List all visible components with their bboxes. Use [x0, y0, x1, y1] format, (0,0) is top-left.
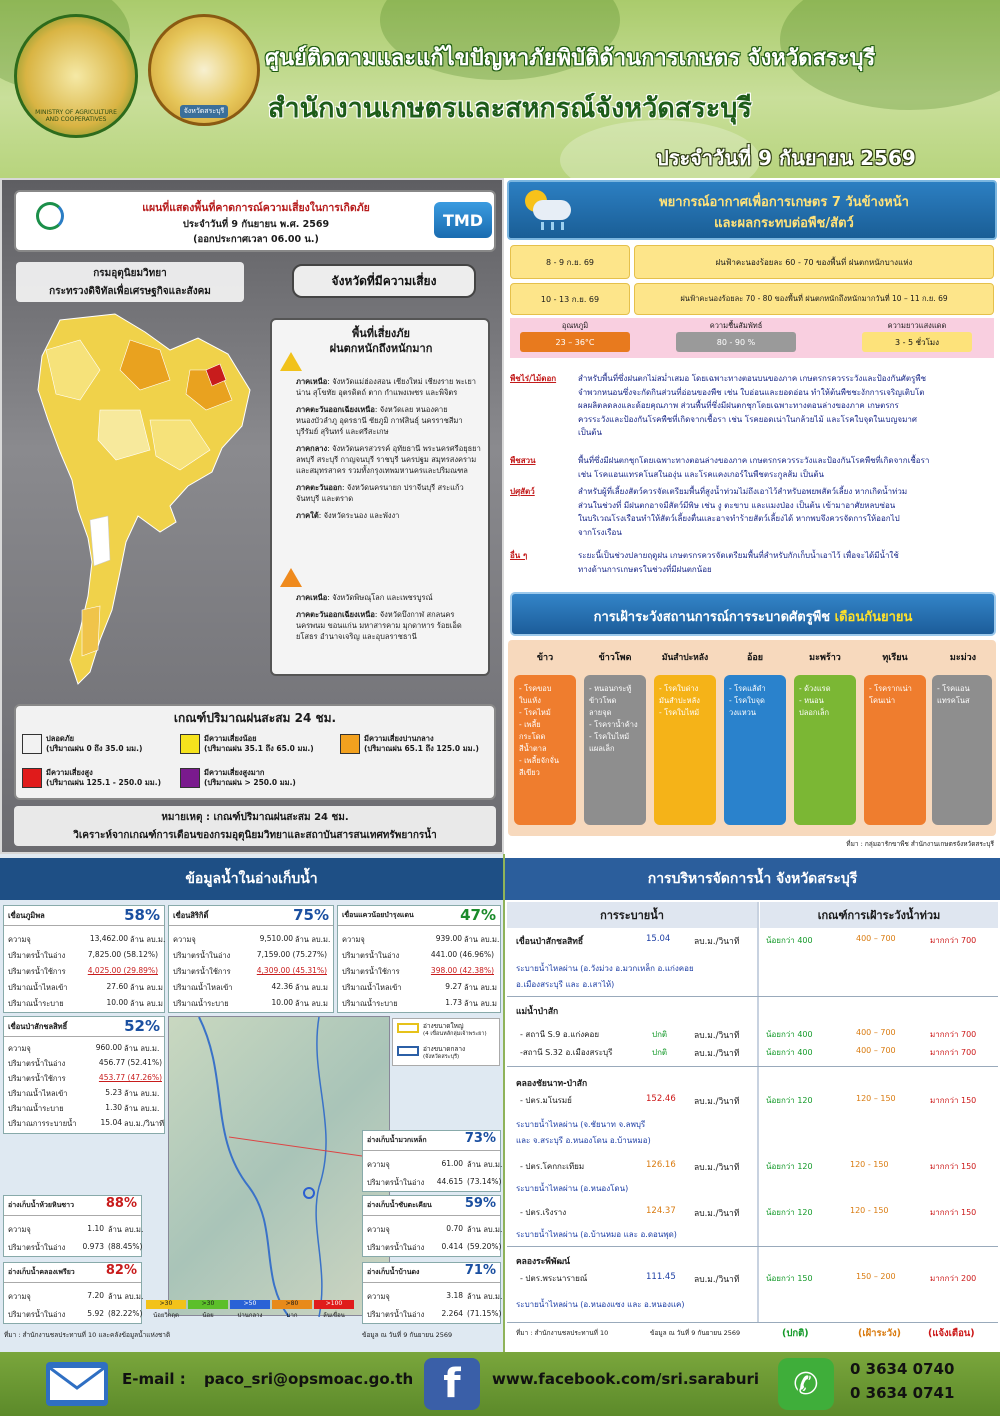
- pest-crop-cassava: มันสำปะหลัง: [661, 653, 709, 663]
- weather-cloud-icon: [523, 188, 575, 232]
- mgmt-pasak-unit: ลบ.ม./วินาที: [694, 937, 740, 947]
- legend-very-high: มีความเสี่ยงสูงมาก (ปริมาณฝน > 250.0 มม.): [204, 768, 296, 787]
- mgmt-pasak-note-1: ระบายน้ำไหลผ่าน (อ.วังม่วง อ.มวกเหล็ก อ.แก่งคอย: [516, 964, 694, 973]
- dam-name-khwae-noi: เขื่อนแควน้อยบำรุงแดน: [338, 906, 500, 926]
- impact-horticulture-text: พื้นที่ซึ่งมีฝนตกชุกโดยเฉพาะทางตอนล่างของภาค เกษตรกรควรระวังและป้องกันโรคพืชที่เกิดจากเชื้อรา เช่น โรคแอนแทรคโนสในองุ่น และโรคแคงเกอร์ในพืชตระกูลส้ม เป็นต้น: [578, 456, 930, 479]
- reservoir-pct-muak-lek: 73%: [464, 1131, 496, 1146]
- orange-risk-north: ภาคเหนือ: จังหวัดพิษณุโลก และเพชรบูรณ์: [296, 593, 433, 602]
- email-label: E-mail :: [122, 1370, 186, 1388]
- mgmt-canal1-name: คลองชัยนาท-ป่าสัก: [516, 1079, 588, 1089]
- mgmt-title: การบริหารจัดการน้ำ จังหวัดสระบุรี: [505, 858, 1000, 900]
- header-date: ประจำวันที่ 9 กันยายน 2569: [656, 146, 916, 170]
- mgmt-source: ที่มา : สำนักงานชลประทานที่ 10: [516, 1329, 609, 1337]
- scale-chip-4: >80: [272, 1300, 312, 1309]
- phone-icon: ✆: [778, 1358, 834, 1410]
- risk-map-title: แผนที่แสดงพื้นที่คาดการณ์ความเสี่ยงในการเกิดภัย: [142, 202, 370, 214]
- pest-header: [510, 592, 996, 636]
- mgmt-canal1-station-1: - ปตร.มโนรมย์: [520, 1096, 572, 1105]
- temp-value: 23 – 36°C: [520, 332, 630, 352]
- legend-low: มีความเสี่ยงน้อย (ปริมาณฝน 35.1 ถึง 65.0 มม.): [204, 734, 314, 753]
- mgmt-canal1-watch-3: 120 - 150: [850, 1206, 889, 1215]
- province-risk-label: จังหวัดที่มีความเสี่ยง: [292, 264, 476, 298]
- reservoir-card-khlong-phriao: อ่างเก็บน้ำคลองเพรียว 82% ความจุ 7.20 ล้าน ลบ.ม. ปริมาตรน้ำในอ่าง 5.92 (82.22%): [3, 1262, 142, 1324]
- reservoir-card-muak-lek: อ่างเก็บน้ำมวกเหล็ก 73% ความจุ 61.00 ล้าน ลบ.ม. ปริมาตรน้ำในอ่าง 44.615 (73.14%): [362, 1130, 501, 1192]
- risk-map-title-card: [14, 190, 496, 252]
- dmc-logo: [22, 198, 78, 246]
- pest-crop-durian: ทุเรียน: [882, 653, 908, 663]
- impact-key-fieldcrops: พืชไร่/ไม้ดอก: [510, 374, 557, 383]
- dam-card-sirikit: เขื่อนสิริกิติ์ 75% ความจุ 9,510.00 ล้าน ลบ.ม. ปริมาตรน้ำในอ่าง 7,159.00 (75.27%) ปริมาตรน้ำใช้การ 4,309.00 (45.31%) ปริมาณน้ำไหลเข้า 42.36 ล้าน ลบ.ม ปริมาณน้ำระบาย 10.00 ล้าน ลบ.ม: [168, 905, 334, 1013]
- mgmt-river-unit-2: ลบ.ม./วินาที: [694, 1049, 740, 1059]
- forecast-title-2: และผลกระทบต่อพืช/สัตว์: [714, 216, 854, 231]
- mgmt-canal1-station-3: - ปตร.เริงราง: [520, 1208, 567, 1217]
- scale-chip-3: >50: [230, 1300, 270, 1309]
- mgmt-canal1-value-3: 124.37: [646, 1206, 676, 1216]
- mgmt-divider: [757, 902, 759, 1322]
- dam-pct-sirikit: 75%: [293, 906, 329, 924]
- impact-livestock-text: สำหรับผู้ที่เลี้ยงสัตว์ควรจัดเตรียมพื้นที่สูงน้ำท่วมไม่ถึงเอาไว้สำหรับอพยพสัตว์เลี้ยง หากเกิดน้ำท่วม ส่วนในช่วงที่ มีฝนตกอาจมีสัตว์มีพิษ เช่น งู ตะขาบ และแมงป่อง เป็นต้น เข้ามาอาศัยหลบซ่อน ในบริเวณโรงเรือนทำให้สัตว์เลี้ยงตื่นและอาจทำร้ายสัตว์เลี้ยงได้ หากพบจึงควรจัดการให้ออกไป จากโรงเรือน: [578, 487, 908, 537]
- mgmt-pasak-alert: มากกว่า 700: [930, 936, 977, 945]
- mgmt-sep-1: [507, 996, 998, 997]
- email-icon: [46, 1362, 108, 1406]
- dam-card-pasak: เขื่อนป่าสักชลสิทธิ์ 52% ความจุ 960.00 ล้าน ลบ.ม. ปริมาตรน้ำในอ่าง 456.77 (52.41%) ปริมาตรน้ำใช้การ 453.77 (47.26%) ปริมาณน้ำไหลเข้า 5.23 ล้าน ลบ.ม. ปริมาณน้ำระบาย 1.30 ล้าน ลบ.ม. ปริมาณการระบายน้ำ 15.04 ลบ.ม./วินาที: [3, 1016, 165, 1134]
- mgmt-canal1-alert-2: มากกว่า 150: [930, 1162, 977, 1171]
- scale-chip-1: >30: [146, 1300, 186, 1309]
- dam-pct-khwae-noi: 47%: [460, 906, 496, 924]
- risk-area-title-1: พื้นที่เสี่ยงภัย: [351, 327, 410, 340]
- risk-area-card: [270, 318, 490, 676]
- risk-area-title-2: ฝนตกหนักถึงหนักมาก: [329, 342, 433, 355]
- orange-risk-list: [296, 592, 484, 648]
- mgmt-canal1-watch-1: 120 – 150: [856, 1094, 896, 1103]
- mgmt-river-unit-1: ลบ.ม./วินาที: [694, 1031, 740, 1041]
- mgmt-col-criteria: เกณฑ์การเฝ้าระวังน้ำท่วม: [760, 902, 998, 928]
- mgmt-canal1-normal-3: น้อยกว่า 120: [766, 1208, 813, 1217]
- mgmt-sep-2: [507, 1066, 998, 1067]
- reservoir-name-huai-hin-sao: อ่างเก็บน้ำห้วยหินซาว: [4, 1196, 141, 1216]
- mgmt-legend-watch: (เฝ้าระวัง): [858, 1328, 902, 1339]
- thailand-map-shape: [20, 310, 260, 688]
- mgmt-river-station-2: -สถานี S.32 อ.เมืองสระบุรี: [520, 1048, 613, 1057]
- facebook-link[interactable]: www.facebook.com/sri.saraburi: [492, 1370, 760, 1388]
- yellow-risk-south: ภาคใต้: จังหวัดระนอง และพังงา: [296, 511, 400, 520]
- humidity-value: 80 - 90 %: [676, 332, 796, 352]
- reservoir-pct-huai-hin-sao: 88%: [105, 1196, 137, 1211]
- large-dam-sub: (4 เขื่อนหลักลุ่มเจ้าพระยา): [423, 1031, 487, 1037]
- yellow-risk-north: ภาคเหนือ: จังหวัดแม่ฮ่องสอน เชียงใหม่ เชียงราย พะเยา น่าน สุโขทัย อุตรดิตถ์ ตาก กำแพงเพชร และพิจิตร: [296, 377, 476, 397]
- medium-dam-sub: (จังหวัดสระบุรี): [423, 1054, 460, 1060]
- email-link[interactable]: paco_sri@opsmoac.go.th: [204, 1370, 414, 1388]
- mgmt-canal1-note-3: ระบายน้ำไหลผ่าน (อ.บ้านหมอ และ อ.ดอนพุด): [516, 1230, 677, 1239]
- dam-pct-bhumibol: 58%: [124, 906, 160, 924]
- mgmt-river-alert-2: มากกว่า 700: [930, 1048, 977, 1057]
- mgmt-pasak-name: เขื่อนป่าสักชลสิทธิ์: [516, 937, 584, 947]
- forecast-header: [507, 180, 997, 240]
- dam-card-bhumibol: เขื่อนภูมิพล 58% ความจุ 13,462.00 ล้าน ลบ.ม. ปริมาตรน้ำในอ่าง 7,825.00 (58.12%) ปริมาตรน้ำใช้การ 4,025.00 (29.89%) ปริมาณน้ำไหลเข้า 27.60 ล้าน ลบ.ม ปริมาณน้ำระบาย 10.00 ล้าน ลบ.ม: [3, 905, 165, 1013]
- pest-source: ที่มา : กลุ่มอารักขาพืช สำนักงานเกษตรจังหวัดสระบุรี: [846, 840, 994, 848]
- mgmt-river-normal-1: น้อยกว่า 400: [766, 1030, 813, 1039]
- mgmt-canal1-station-2: - ปตร.โคกกะเทียม: [520, 1162, 585, 1171]
- mgmt-canal1-unit-2: ลบ.ม./วินาที: [694, 1163, 740, 1173]
- legend-title: เกณฑ์ปริมาณฝนสะสม 24 ชม.: [173, 711, 337, 725]
- sunlight-label: ความยาวแสงแดด: [887, 321, 947, 330]
- risk-map-date: ประจำวันที่ 9 กันยายน พ.ศ. 2569: [182, 219, 330, 230]
- water-map-rivers: [169, 1017, 391, 1317]
- header-title-1: ศูนย์ติดตามและแก้ไขปัญหาภัยพิบัติด้านการเกษตร จังหวัดสระบุรี: [265, 46, 876, 71]
- mgmt-legend-normal: (ปกติ): [782, 1328, 809, 1339]
- mgmt-canal1-value-1: 152.46: [646, 1094, 676, 1104]
- mgmt-canal1-unit-1: ลบ.ม./วินาที: [694, 1097, 740, 1107]
- reservoir-card-ban-dong: อ่างเก็บน้ำบ้านดง 71% ความจุ 3.18 ล้าน ลบ.ม. ปริมาตรน้ำในอ่าง 2.264 (71.15%): [362, 1262, 501, 1324]
- mgmt-canal1-note-2: ระบายน้ำไหลผ่าน (อ.หนองโดน): [516, 1184, 629, 1193]
- mgmt-canal1-normal-2: น้อยกว่า 120: [766, 1162, 813, 1171]
- scale-chip-5: >100: [314, 1300, 354, 1309]
- reservoir-card-huai-hin-sao: อ่างเก็บน้ำห้วยหินซาว 88% ความจุ 1.10 ล้าน ลบ.ม. ปริมาตรน้ำในอ่าง 0.973 (88.45%): [3, 1195, 142, 1257]
- mgmt-canal1-watch-2: 120 - 150: [850, 1160, 889, 1169]
- mgmt-pasak-value: 15.04: [646, 934, 671, 944]
- agency-name-2: กระทรวงดิจิทัลเพื่อเศรษฐกิจและสังคม: [49, 286, 211, 297]
- mgmt-canal2-note-1: ระบายน้ำไหลผ่าน (อ.หนองแซง และ อ.หนองแค): [516, 1300, 685, 1309]
- ministry-seal-logo: MINISTRY OF AGRICULTURE AND COOPERATIVES: [14, 14, 138, 138]
- mgmt-river-alert-1: มากกว่า 700: [930, 1030, 977, 1039]
- mgmt-pasak-normal: น้อยกว่า 400: [766, 936, 813, 945]
- pest-crop-corn: ข้าวโพด: [598, 653, 632, 663]
- mgmt-canal1-normal-1: น้อยกว่า 120: [766, 1096, 813, 1105]
- legend-high: มีความเสี่ยงสูง (ปริมาณฝน 125.1 - 250.0 มม.): [46, 768, 162, 787]
- reservoir-name-ban-dong: อ่างเก็บน้ำบ้านดง: [363, 1263, 500, 1283]
- reservoir-card-sap-takhian: อ่างเก็บน้ำซับตะเคียน 59% ความจุ 0.70 ล้าน ลบ.ม. ปริมาตรน้ำในอ่าง 0.414 (59.20%): [362, 1195, 501, 1257]
- forecast-text-1: ฝนฟ้าคะนองร้อยละ 60 - 70 ของพื้นที่ ฝนตกหนักบางแห่ง: [634, 245, 994, 279]
- pest-list-cassava: - โรคใบด่าง มันสำปะหลัง - โรคใบไหม้: [654, 675, 716, 825]
- large-dam-label: อ่างขนาดใหญ่: [423, 1022, 464, 1030]
- pest-list-coconut: - ด้วงแรด - หนอน ปลอกเล็ก: [794, 675, 856, 825]
- legend-swatch-safe: [22, 734, 42, 754]
- forecast-date-2: 10 - 13 ก.ย. 69: [510, 283, 630, 315]
- medium-dam-label: อ่างขนาดกลาง: [423, 1045, 466, 1053]
- yellow-warning-icon: [280, 352, 302, 371]
- mgmt-river-value-1: ปกติ: [652, 1030, 668, 1039]
- scale-chip-2: >30: [188, 1300, 228, 1309]
- mgmt-canal2-value-1: 111.45: [646, 1272, 676, 1282]
- mgmt-canal2-normal-1: น้อยกว่า 150: [766, 1274, 813, 1283]
- pest-title-line: [512, 606, 994, 627]
- water-title: ข้อมูลน้ำในอ่างเก็บน้ำ: [0, 858, 503, 900]
- reservoir-name-muak-lek: อ่างเก็บน้ำมวกเหล็ก: [363, 1131, 500, 1151]
- pest-crop-mango: มะม่วง: [949, 653, 977, 663]
- reservoir-pct-ban-dong: 71%: [464, 1263, 496, 1278]
- pest-month: เดือนกันยายน: [834, 610, 913, 625]
- dam-name-bhumibol: เขื่อนภูมิพล: [4, 906, 164, 926]
- impact-key-other: อื่น ๆ: [510, 551, 528, 560]
- pest-crop-sugarcane: อ้อย: [746, 653, 764, 663]
- mgmt-canal1-note-1a: ระบายน้ำไหลผ่าน (จ.ชัยนาท จ.ลพบุรี: [516, 1120, 646, 1129]
- mgmt-canal1-note-1b: และ จ.สระบุรี อ.หนองโดน อ.บ้านหมอ): [516, 1136, 651, 1145]
- water-asof: ข้อมูล ณ วันที่ 9 กันยายน 2569: [362, 1331, 453, 1339]
- header-title-2: สำนักงานเกษตรและสหกรณ์จังหวัดสระบุรี: [268, 93, 752, 124]
- pest-list-mango: - โรคแอน แทรคโนส: [932, 675, 992, 825]
- reservoir-name-khlong-phriao: อ่างเก็บน้ำคลองเพรียว: [4, 1263, 141, 1283]
- legend-medium: มีความเสี่ยงปานกลาง (ปริมาณฝน 65.1 ถึง 125.0 มม.): [364, 734, 479, 753]
- water-map-legend: [392, 1018, 500, 1066]
- impact-key-livestock: ปศุสัตว์: [510, 487, 535, 496]
- water-map: [168, 1016, 390, 1316]
- phone-2[interactable]: 0 3634 0741: [850, 1384, 955, 1402]
- mgmt-canal2-alert-1: มากกว่า 200: [930, 1274, 977, 1283]
- yellow-risk-northeast: ภาคตะวันออกเฉียงเหนือ: จังหวัดเลย หนองคาย หนองบัวลำภู อุดรธานี ชัยภูมิ กาฬสินธุ์ นครราชสีมา บุรีรัมย์ สุรินทร์ และศรีสะเกษ: [296, 405, 463, 436]
- mgmt-canal1-alert-3: มากกว่า 150: [930, 1208, 977, 1217]
- forecast-date-1: 8 - 9 ก.ย. 69: [510, 245, 630, 279]
- impact-key-horticulture: พืชสวน: [510, 456, 536, 465]
- dam-name-sirikit: เขื่อนสิริกิติ์: [169, 906, 333, 926]
- pest-list-rice: - โรคขอบ ใบแห้ง - โรคไหม้ - เพลี้ย กระโดด สีน้ำตาล - เพลี้ยจักจั่น สีเขียว: [514, 675, 576, 825]
- mgmt-canal1-unit-3: ลบ.ม./วินาที: [694, 1209, 740, 1219]
- yellow-risk-central: ภาคกลาง: จังหวัดนครสวรรค์ อุทัยธานี พระนครศรีอยุธยา ลพบุรี สระบุรี กาญจนบุรี ราชบุรี นครปฐม สมุทรสงคราม และสมุทรสาคร รวมทั้งกรุงเทพมหานครและปริมณฑล: [296, 444, 481, 475]
- temp-label: อุณหภูมิ: [561, 321, 589, 330]
- mgmt-canal2-name: คลองระพีพัฒน์: [516, 1257, 570, 1267]
- impact-other-text: ระยะนี้เป็นช่วงปลายฤดูฝน เกษตรกรควรจัดเตรียมพื้นที่สำหรับกักเก็บน้ำเอาไว้ เพื่อจะได้มีน้ำใช้ ทางด้านการเกษตรในช่วงที่มีฝนตกน้อย: [578, 551, 899, 574]
- facebook-icon: f: [424, 1358, 480, 1410]
- agency-label: [16, 262, 244, 302]
- agency-name-1: กรมอุตุนิยมวิทยา: [93, 268, 167, 279]
- risk-map-issued: (ออกประกาศเวลา 06.00 น.): [193, 234, 319, 245]
- impact-fieldcrops-text: สำหรับพื้นที่ซึ่งฝนตกไม่สม่ำเสมอ โดยเฉพาะทางตอนบนของภาค เกษตรกรควรระวังและป้องกันศัตรูพืช จำพวกหนอนซึ่งจะกัดกินส่วนที่อ่อนของพืช เช่น ใบอ่อนและยอดอ่อน ทำให้ต้นพืชชะงักการเจริญเติบโต ผลผลิตลดลงและด้อยคุณภาพ ส่วนพื้นที่ซึ่งมีฝนตกชุกโดยเฉพาะทางตอนล่างของภาค เกษตรกร ควรระวังและป้องกันโรคพืชที่เกิดจากเชื้อรา เช่น โรคยอดเน่าในกล้วยไม้ และโรคใบจุดในเบญจมาศ เป็นต้น: [578, 374, 927, 437]
- mgmt-river-name: แม่น้ำป่าสัก: [516, 1007, 559, 1017]
- pest-list-corn: - หนอนกระทู้ ข้าวโพด ลายจุด - โรคราน้ำค้าง - โรคใบไหม้ แผลเล็ก: [584, 675, 646, 825]
- reservoir-pct-sap-takhian: 59%: [464, 1196, 496, 1211]
- legend-swatch-medium: [340, 734, 360, 754]
- pest-title: การเฝ้าระวังสถานการณ์การระบาดศัตรูพืช: [593, 610, 831, 625]
- yellow-risk-list: [296, 376, 484, 527]
- mgmt-col-discharge: การระบายน้ำ: [507, 902, 757, 928]
- dam-card-khwae-noi: เขื่อนแควน้อยบำรุงแดน 47% ความจุ 939.00 ล้าน ลบ.ม. ปริมาตรน้ำในอ่าง 441.00 (46.96%) ปริมาตรน้ำใช้การ 398.00 (42.38%) ปริมาณน้ำไหลเข้า 9.27 ล้าน ลบ.ม ปริมาณน้ำระบาย 1.73 ล้าน ลบ.ม: [337, 905, 501, 1013]
- yellow-risk-east: ภาคตะวันออก: จังหวัดนครนายก ปราจีนบุรี สระแก้ว จันทบุรี และตราด: [296, 483, 464, 503]
- sunlight-value: 3 - 5 ชั่วโมง: [862, 332, 972, 352]
- pest-list-sugarcane: - โรคแส้ดำ - โรคใบจุด วงแหวน: [724, 675, 786, 825]
- pest-list-durian: - โรครากเน่า โคนเน่า: [864, 675, 926, 825]
- mgmt-sep-4: [507, 1322, 998, 1323]
- mgmt-asof: ข้อมูล ณ วันที่ 9 กันยายน 2569: [650, 1329, 741, 1337]
- forecast-text-2: ฝนฟ้าคะนองร้อยละ 70 - 80 ของพื้นที่ ฝนตกหนักถึงหนักมากวันที่ 10 – 11 ก.ย. 69: [634, 283, 994, 315]
- legend-swatch-low: [180, 734, 200, 754]
- impacts-section: [510, 372, 996, 584]
- humidity-label: ความชื้นสัมพัทธ์: [709, 321, 763, 330]
- legend-safe: ปลอดภัย (ปริมาณฝน 0 ถึง 35.0 มม.): [46, 734, 143, 753]
- legend-note: [14, 806, 496, 846]
- pest-crop-rice: ข้าว: [536, 653, 554, 663]
- legend-note-1: หมายเหตุ : เกณฑ์ปริมาณฝนสะสม 24 ชม.: [161, 812, 349, 823]
- mgmt-canal2-station-1: - ปตร.พระนารายณ์: [520, 1274, 588, 1283]
- reservoir-pct-khlong-phriao: 82%: [105, 1263, 137, 1278]
- mgmt-legend-alert: (แจ้งเตือน): [928, 1328, 975, 1339]
- thailand-risk-map: [20, 310, 260, 688]
- mgmt-river-normal-2: น้อยกว่า 400: [766, 1048, 813, 1057]
- legend-note-2: วิเคราะห์จากเกณฑ์การเตือนของกรมอุตุนิยมวิทยาและสถาบันสารสนเทศทรัพยากรน้ำ: [73, 830, 437, 841]
- storage-scale: >30 >30 >50 >80 >100 น้อยวิกฤต น้อย ปานกลาง มาก ล้นเขื่อน: [146, 1300, 360, 1320]
- pest-crop-coconut: มะพร้าว: [809, 653, 841, 663]
- province-seal-logo: จังหวัดสระบุรี: [148, 14, 260, 126]
- legend-swatch-high: [22, 768, 42, 788]
- water-source: ที่มา : สำนักงานชลประทานที่ 10 และคลังข้อมูลน้ำแห่งชาติ: [4, 1331, 171, 1339]
- mgmt-canal2-watch-1: 150 – 200: [856, 1272, 896, 1281]
- mgmt-canal1-alert-1: มากกว่า 150: [930, 1096, 977, 1105]
- mgmt-river-watch-2: 400 – 700: [856, 1046, 896, 1055]
- mgmt-river-watch-1: 400 – 700: [856, 1028, 896, 1037]
- reservoir-name-sap-takhian: อ่างเก็บน้ำซับตะเคียน: [363, 1196, 500, 1216]
- phone-1[interactable]: 0 3634 0740: [850, 1360, 955, 1378]
- mgmt-river-station-1: - สถานี S.9 อ.แก่งคอย: [520, 1030, 600, 1039]
- mgmt-canal1-value-2: 126.16: [646, 1160, 676, 1170]
- mgmt-pasak-watch: 400 – 700: [856, 934, 896, 943]
- orange-risk-northeast: ภาคตะวันออกเฉียงเหนือ: จังหวัดบึงกาฬ สกลนคร นครพนม ขอนแก่น มหาสารคาม มุกดาหาร ร้อยเอ็ด ยโสธร อำนาจเจริญ และอุบลราชธานี: [296, 610, 462, 641]
- orange-warning-icon: [280, 568, 302, 587]
- mgmt-canal2-unit-1: ลบ.ม./วินาที: [694, 1275, 740, 1285]
- rain-legend-card: [14, 704, 496, 800]
- mgmt-sep-3: [507, 1246, 998, 1247]
- mgmt-pasak-note-2: อ.เมืองสระบุรี และ อ.เสาไห้): [516, 980, 615, 989]
- dam-pct-pasak: 52%: [124, 1017, 160, 1035]
- forecast-title-1: พยากรณ์อากาศเพื่อการเกษตร 7 วันข้างหน้า: [659, 195, 909, 210]
- mgmt-river-value-2: ปกติ: [652, 1048, 668, 1057]
- tmd-logo: TMD: [434, 202, 492, 238]
- dam-name-pasak: เขื่อนป่าสักชลสิทธิ์: [4, 1017, 164, 1037]
- legend-swatch-very-high: [180, 768, 200, 788]
